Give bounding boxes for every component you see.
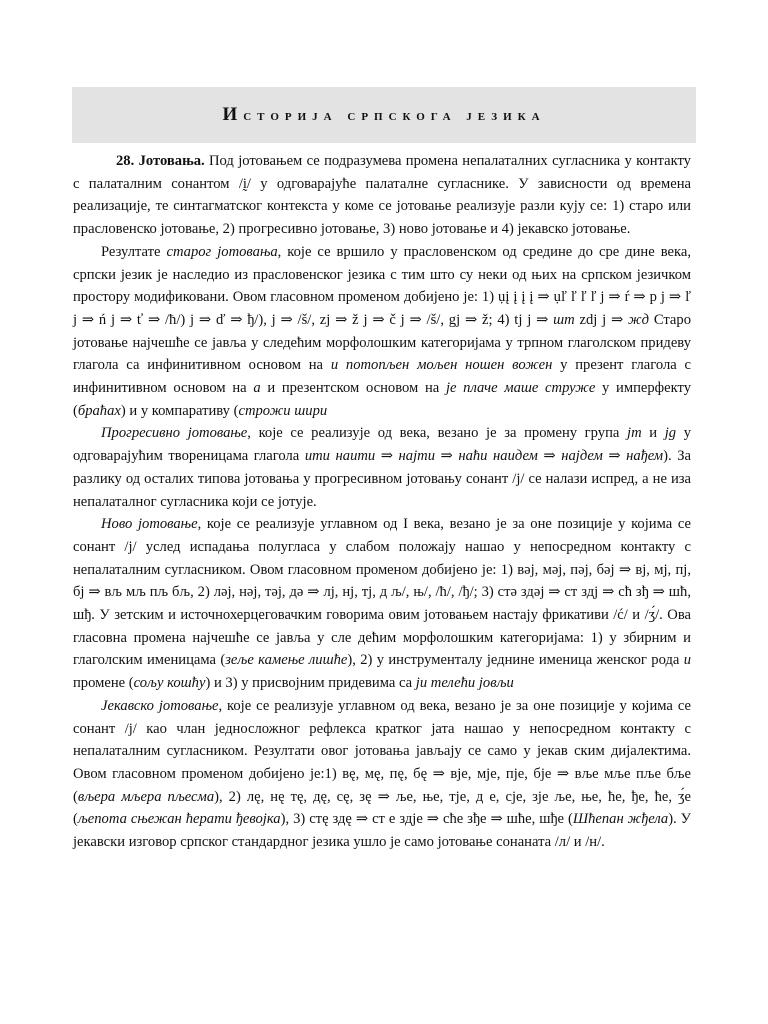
text-run: у одговарајућим твореницама глагола xyxy=(73,425,691,465)
text-run: жд xyxy=(628,311,650,328)
text-run: Резултате xyxy=(101,243,167,260)
text-run: zdj ј ⇒ xyxy=(574,311,629,328)
section-heading: 28. Јотовања. xyxy=(116,153,205,169)
text-run: љепота сњежан ћерати ђевојка xyxy=(77,811,281,828)
text-run: ) и у компаративу ( xyxy=(120,402,239,419)
text-run: а xyxy=(253,380,261,397)
text-run: и xyxy=(683,652,691,669)
text-run: у имперфекту ( xyxy=(73,380,691,419)
section-body xyxy=(73,150,691,854)
text-run: Прогресивно јотовање xyxy=(101,425,248,442)
paragraph-old-iotation xyxy=(73,241,691,423)
text-run: , које се реализује од века, везано је за промену група xyxy=(247,425,628,442)
text-run: браћах xyxy=(77,402,121,419)
text-run: ји телећи јовљи xyxy=(415,675,514,692)
text-run: промене ( xyxy=(73,675,134,692)
text-run: и презентском основом на xyxy=(260,380,446,397)
text-run: , које се реализује углавном од I века, везано је за оне позиције у којима се сонант /ј/ услед испадања полугласа у слабом положају нашао у непосредном контакту с непалаталним сугласником. Овом гласовном променом добијено је: 1) вәј, мәј, пәј, бәј ⇒ вј, мј, пј, бј ⇒ вљ мљ пљ бљ, 2) ләј, нәј, тәј, дә ⇒ лј, нј, тј, д љ/, њ/, /ħ/, /ђ/; 3) стә здәј ⇒ ст здј ⇒ сћ зђ ⇒ шћ, шђ. У зетским и источнохерцеговачким говорима овим јотовањем настају фрикативи /ć/ и /ʒ́/. Ова гласовна промена најчешће се јавља у сле дећим морфолошким категоријама: 1) у збирним и глаголским именицама ( xyxy=(73,516,692,669)
text-run: и xyxy=(641,425,665,442)
text-run: је плаче маше стружe xyxy=(445,380,596,397)
text-run: , које се реализује углавном од века, везано је за оне позиције у којима се сонант /ј/ као члан једносложног рефлекса кратког јата нашао у непосредном контакту с непалаталним сугласником. Резултати овог јотовања јављају се само у јекав ским дијалектима. Овом гласовном променом добијено је:1) вę, мę, пę, бę ⇒ вје, мје, пје, бје ⇒ вље мље пље бље ( xyxy=(73,697,691,805)
text-run: ). За разлику од осталих типова јотовања у прогресивном јотовању сонант /ј/ се налази испред, а не иза непалаталног сугласника који се јотује. xyxy=(73,448,692,510)
text-run: у презент глагола с инфинитивном основом на xyxy=(73,357,691,397)
text-run: ), 3) стę здę ⇒ ст е здје ⇒ сће зђе ⇒ шће, шђе ( xyxy=(280,811,573,828)
text-run: старог јотовања xyxy=(166,243,278,260)
text-run: ), 2) у инструменталу једнине именица женског рода xyxy=(347,652,684,669)
text-run: Ново јотовање xyxy=(101,516,198,533)
paragraph-progressive-iotation xyxy=(73,422,691,513)
text-run: Старо јотовање најчешће се јавља у следећим морфолошким категоријама у трпном глаголском придеву глагола са инфинитивном основом на xyxy=(73,311,691,374)
text-run: ) и 3) у присвојним придевима са xyxy=(205,675,416,692)
text-run: и потопљен мољен ношен вожен xyxy=(330,357,553,374)
text-run: Под јотовањем се подразумева промена непалаталних сугласника у контакту с палаталним сонантом /ḭ/ у одговарајуће палаталне сугласнике. У зависности од времена реализације, те синтагматског контекста у коме се јотовање реализује разли кују се: 1) старо или прасловенско јотовање, 2) прогресивно јотовање, 3) ново јотовање и 4) јекавско јотовање. xyxy=(73,153,691,238)
chapter-title: Историја српскога језика xyxy=(222,104,546,125)
paragraph-new-iotation xyxy=(73,513,691,695)
text-run: Јекавско јотовање xyxy=(101,697,219,714)
chapter-header xyxy=(72,87,696,143)
text-run: јg xyxy=(664,425,677,442)
text-run: сољу кошћу xyxy=(133,675,206,692)
text-run: вљера мљера пљесма xyxy=(77,788,215,805)
text-run: ). У јекавски изговор српског стандардног језика ушло је само јотовање сонаната /л/ и /н/. xyxy=(73,811,691,851)
text-run: зеље камење лишће xyxy=(225,652,348,669)
text-run: ити наити ⇒ најти ⇒ наћи наидем ⇒ најдем ⇒ нађем xyxy=(304,448,664,465)
text-run: , које се вршило у прасловенском од средине до сре дине века, српски језик је наследио из прасловенског језика с тим што су неки од њих на српском језичком простору модификовани. Овом гласовном променом добијено је: 1) ụį į į į ⇒ ụľ ľ ľ ľ ј ⇒ ŕ ⇒ р ј ⇒ ľ ј ⇒ ń ј ⇒ ť ⇒ /ħ/) ј ⇒ ď ⇒ ђ/), ј ⇒ /š/, zj ⇒ ž ј ⇒ č ј ⇒ /š/, gj ⇒ ž; 4) tj ј ⇒ xyxy=(73,243,691,328)
text-run: строжи шири xyxy=(238,402,328,419)
text-run: Шћепан жђела xyxy=(572,811,669,828)
paragraph-ijekavian-iotation xyxy=(73,695,691,854)
paragraph-intro xyxy=(73,150,691,241)
text-run: шт xyxy=(553,311,575,328)
text-run: јт xyxy=(627,425,642,442)
text-run: ), 2) лę, нę тę, дę, сę, зę ⇒ ље, ње, тје, д е, сје, зје ље, ње, ће, ђе, ће, ʒ́е ( xyxy=(73,788,691,828)
